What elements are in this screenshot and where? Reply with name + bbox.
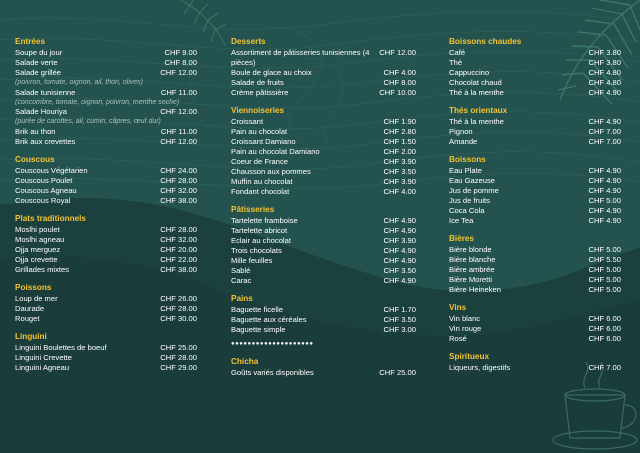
item-price: CHF 25.00 xyxy=(160,342,197,352)
menu-item xyxy=(449,88,621,98)
menu-item xyxy=(449,127,621,137)
item-price: CHF 12.00 xyxy=(379,48,416,57)
item-name: Moslhi agneau xyxy=(15,234,65,244)
section-boissons xyxy=(449,154,621,226)
item-price: CHF 1.90 xyxy=(383,117,416,126)
section-couscous xyxy=(15,154,197,206)
menu-item xyxy=(15,196,197,206)
item-price: CHF 9.00 xyxy=(164,48,197,57)
menu-item xyxy=(449,58,621,68)
menu-item xyxy=(231,187,416,197)
menu-item xyxy=(15,166,197,176)
item-price: CHF 3.80 xyxy=(588,58,621,67)
item-price: CHF 32.00 xyxy=(160,185,197,195)
item-name: Couscous Végétarien xyxy=(15,165,88,175)
menu-item xyxy=(15,304,197,314)
section-vins xyxy=(449,302,621,344)
item-price: CHF 4.90 xyxy=(588,88,621,97)
menu-item xyxy=(449,314,621,324)
item-price: CHF 1.50 xyxy=(383,137,416,146)
item-price: CHF 12.00 xyxy=(160,68,197,77)
item-name: Bière ambrée xyxy=(449,265,495,274)
item-price: CHF 38.00 xyxy=(160,195,197,205)
menu-column-left xyxy=(15,36,197,380)
menu-item xyxy=(15,58,197,68)
item-price: CHF 4.90 xyxy=(588,166,621,175)
section-viennoiseries xyxy=(231,105,416,197)
section-title: Spiritueux xyxy=(449,352,490,361)
item-price: CHF 5.00 xyxy=(588,245,621,254)
menu-item xyxy=(231,48,416,68)
item-price: CHF 28.00 xyxy=(160,303,197,313)
item-price: CHF 8.00 xyxy=(383,78,416,87)
menu-item xyxy=(449,166,621,176)
item-name: Coca Cola xyxy=(449,206,485,215)
item-name: Chocolat chaud xyxy=(449,78,502,87)
item-name: Assortiment de pâtisseries tunisiennes (4 pièces) xyxy=(231,48,370,67)
menu-item xyxy=(15,235,197,245)
item-price: CHF 5.50 xyxy=(588,255,621,264)
menu-item xyxy=(231,157,416,167)
item-name: Ojja crevette xyxy=(15,254,58,264)
item-price: CHF 1.70 xyxy=(383,305,416,314)
section-entrees xyxy=(15,36,197,147)
item-name: Bière blonde xyxy=(449,245,492,254)
item-name: Muffin au chocolat xyxy=(231,177,293,186)
section-title: Thés orientaux xyxy=(449,106,508,115)
menu-item xyxy=(231,68,416,78)
item-name: Ojja merguez xyxy=(15,244,61,254)
section-title: Plats traditionnels xyxy=(15,213,86,223)
menu-item xyxy=(231,325,416,335)
menu-item xyxy=(15,314,197,324)
item-price: CHF 12.00 xyxy=(160,136,197,146)
item-name: Tartelette framboise xyxy=(231,216,298,225)
item-price: CHF 29.00 xyxy=(160,362,197,372)
menu-item xyxy=(449,324,621,334)
item-name: Vin rouge xyxy=(449,324,482,333)
item-name: Brik aux crevettes xyxy=(15,136,76,146)
item-price: CHF 7.00 xyxy=(588,137,621,146)
item-name: Moslhi poulet xyxy=(15,224,60,234)
menu-item xyxy=(231,256,416,266)
item-name: Linguini Crevette xyxy=(15,352,72,362)
section-title: Desserts xyxy=(231,37,266,46)
menu-item xyxy=(449,265,621,275)
menu-item xyxy=(231,127,416,137)
item-price: CHF 6.00 xyxy=(588,314,621,323)
menu-item xyxy=(449,206,621,216)
item-price: CHF 3.90 xyxy=(383,177,416,186)
section-title: Vins xyxy=(449,303,467,312)
menu-item xyxy=(15,186,197,196)
item-name: Liqueurs, digestifs xyxy=(449,363,511,372)
item-price: CHF 3.50 xyxy=(383,315,416,324)
item-price: CHF 26.00 xyxy=(160,293,197,303)
item-name: Boule de glace au choix xyxy=(231,68,312,77)
item-name: Bière Heineken xyxy=(449,285,501,294)
item-name: Mille feuilles xyxy=(231,256,273,265)
menu-item xyxy=(231,276,416,286)
item-name: Eau Gazeuse xyxy=(449,176,496,185)
item-name: Soupe du jour xyxy=(15,48,63,57)
section-title: Viennoiseries xyxy=(231,106,285,115)
section-title: Bières xyxy=(449,234,475,243)
menu-item xyxy=(449,78,621,88)
item-description: (purée de carottes, ail, cumin, câpres, œuf dur) xyxy=(15,118,161,125)
menu-item xyxy=(15,294,197,304)
menu-item xyxy=(15,137,197,147)
item-price: CHF 10.00 xyxy=(379,88,416,97)
menu-column-middle xyxy=(231,36,416,385)
menu-item xyxy=(15,343,197,353)
menu-item xyxy=(231,147,416,157)
item-name: Thé xyxy=(449,58,463,67)
menu-item xyxy=(449,216,621,226)
item-name: Loup de mer xyxy=(15,293,58,303)
menu-item xyxy=(231,167,416,177)
item-price: CHF 28.00 xyxy=(160,352,197,362)
item-name: Goûts variés disponibles xyxy=(231,368,314,377)
item-price: CHF 4.90 xyxy=(383,256,416,265)
item-price: CHF 7.00 xyxy=(588,363,621,372)
item-price: CHF 24.00 xyxy=(160,165,197,175)
section-pains xyxy=(231,293,416,335)
item-name: Amande xyxy=(449,137,478,146)
item-name: Sablé xyxy=(231,266,251,275)
item-price: CHF 2.80 xyxy=(383,127,416,136)
item-name: Salade tunisienne xyxy=(15,87,76,97)
menu-item xyxy=(449,137,621,147)
item-price: CHF 3.00 xyxy=(383,325,416,334)
item-name: Salade de fruits xyxy=(231,78,284,87)
item-name: Bière Moretti xyxy=(449,275,493,284)
item-name: Croissant xyxy=(231,117,264,126)
item-name: Chausson aux pommes xyxy=(231,167,311,176)
item-price: CHF 3.80 xyxy=(588,48,621,57)
menu-item xyxy=(231,246,416,256)
section-desserts xyxy=(231,36,416,98)
section-title: Couscous xyxy=(15,154,55,164)
item-name: Cappuccino xyxy=(449,68,490,77)
item-price: CHF 8.00 xyxy=(164,58,197,67)
menu-item xyxy=(15,127,197,137)
item-name: Coeur de France xyxy=(231,157,288,166)
item-price: CHF 12.00 xyxy=(160,107,197,116)
section-title: Entrées xyxy=(15,37,46,46)
item-name: Eclair au chocolat xyxy=(231,236,291,245)
item-name: Fondant chocolat xyxy=(231,187,290,196)
item-name: Salade verte xyxy=(15,58,58,67)
item-name: Thé à la menthe xyxy=(449,117,504,126)
item-name: Croissant Damiano xyxy=(231,137,296,146)
item-name: Couscous Agneau xyxy=(15,185,77,195)
item-name: Pignon xyxy=(449,127,473,136)
item-price: CHF 4.80 xyxy=(588,68,621,77)
item-price: CHF 6.00 xyxy=(588,324,621,333)
menu-item xyxy=(231,78,416,88)
item-name: Baguette simple xyxy=(231,325,286,334)
section-boissons-chaudes xyxy=(449,36,621,98)
item-price: CHF 3.50 xyxy=(383,266,416,275)
section-title: Chicha xyxy=(231,357,259,366)
section-spiritueux xyxy=(449,351,621,373)
menu-item xyxy=(449,68,621,78)
item-name: Linguini Boulettes de boeuf xyxy=(15,342,107,352)
item-name: Vin blanc xyxy=(449,314,481,323)
menu-item xyxy=(15,225,197,235)
item-name: Café xyxy=(449,48,466,57)
menu-item xyxy=(231,177,416,187)
item-price: CHF 5.00 xyxy=(588,275,621,284)
section-title: Pains xyxy=(231,294,253,303)
menu-item xyxy=(231,266,416,276)
dotted-divider: ●●●●●●●●●●●●●●●●●●●● xyxy=(231,341,314,347)
item-name: Eau Plate xyxy=(449,166,482,175)
item-price: CHF 4.90 xyxy=(588,186,621,195)
item-name: Couscous Poulet xyxy=(15,175,73,185)
item-price: CHF 4.90 xyxy=(588,206,621,215)
item-price: CHF 28.00 xyxy=(160,224,197,234)
section-title: Boissons xyxy=(449,155,486,164)
item-name: Rosé xyxy=(449,334,467,343)
item-price: CHF 3.50 xyxy=(383,167,416,176)
menu-item xyxy=(449,196,621,206)
item-price: CHF 4.80 xyxy=(588,78,621,87)
menu-item xyxy=(231,216,416,226)
menu-item xyxy=(231,236,416,246)
section-thes-orientaux xyxy=(449,105,621,147)
item-name: Linguini Agneau xyxy=(15,362,70,372)
menu-item xyxy=(231,137,416,147)
section-patisseries xyxy=(231,204,416,286)
section-title: Boissons chaudes xyxy=(449,37,522,46)
item-price: CHF 5.00 xyxy=(588,265,621,274)
item-name: Baguette ficelle xyxy=(231,305,283,314)
item-name: Baguette aux céréales xyxy=(231,315,307,324)
item-price: CHF 32.00 xyxy=(160,234,197,244)
menu-item xyxy=(15,88,197,98)
item-price: CHF 4.90 xyxy=(588,216,621,225)
item-name: Jus de fruits xyxy=(449,196,490,205)
item-price: CHF 5.00 xyxy=(588,285,621,294)
menu-item xyxy=(231,117,416,127)
menu-item xyxy=(15,48,197,58)
menu-item xyxy=(231,305,416,315)
item-price: CHF 4.00 xyxy=(383,68,416,77)
item-price: CHF 4.90 xyxy=(383,276,416,285)
section-title: Pâtisseries xyxy=(231,205,275,214)
item-price: CHF 6.00 xyxy=(588,334,621,343)
item-name: Brik au thon xyxy=(15,126,56,136)
menu-item xyxy=(15,68,197,78)
item-price: CHF 5.00 xyxy=(588,196,621,205)
item-price: CHF 4.90 xyxy=(588,117,621,126)
item-price: CHF 30.00 xyxy=(160,313,197,323)
item-price: CHF 4.00 xyxy=(383,187,416,196)
section-chicha xyxy=(231,356,416,378)
item-price: CHF 4.90 xyxy=(588,176,621,185)
item-name: Couscous Royal xyxy=(15,195,71,205)
menu-item xyxy=(449,186,621,196)
item-name: Rouget xyxy=(15,313,40,323)
item-price: CHF 38.00 xyxy=(160,264,197,274)
menu-item xyxy=(15,245,197,255)
item-price: CHF 4.90 xyxy=(383,216,416,225)
menu-item xyxy=(449,255,621,265)
section-plats-traditionnels xyxy=(15,213,197,275)
item-name: Salade grillée xyxy=(15,68,62,77)
item-name: Salade Houriya xyxy=(15,107,67,116)
item-name: Bière blanche xyxy=(449,255,496,264)
item-price: CHF 11.00 xyxy=(160,126,197,136)
menu-item xyxy=(231,226,416,236)
item-name: Jus de pomme xyxy=(449,186,499,195)
item-name: Thé à la menthe xyxy=(449,88,504,97)
item-name: Grillades mixtes xyxy=(15,264,70,274)
item-price: CHF 11.00 xyxy=(160,87,197,97)
item-price: CHF 3.90 xyxy=(383,236,416,245)
item-price: CHF 4.90 xyxy=(383,246,416,255)
item-description: (concombre, tomate, oignon, poivron, menthe seche) xyxy=(15,98,180,106)
item-name: Tartelette abricot xyxy=(231,226,288,235)
menu-column-right xyxy=(449,36,621,380)
section-title: Poissons xyxy=(15,282,52,292)
item-price: CHF 20.00 xyxy=(160,244,197,254)
menu-item xyxy=(231,315,416,325)
section-poissons xyxy=(15,282,197,324)
section-linguini xyxy=(15,331,197,373)
menu-item xyxy=(231,368,416,378)
item-name: Crème pâtissière xyxy=(231,88,289,97)
menu-item xyxy=(231,88,416,98)
item-price: CHF 7.00 xyxy=(588,127,621,136)
menu-item xyxy=(449,176,621,186)
menu-item xyxy=(15,176,197,186)
section-title: Linguini xyxy=(15,331,47,341)
menu-item xyxy=(449,285,621,295)
item-name: Pain au chocolat Damiano xyxy=(231,147,320,156)
section-bieres xyxy=(449,233,621,295)
menu-item xyxy=(15,255,197,265)
item-price: CHF 25.00 xyxy=(379,368,416,377)
item-price: CHF 28.00 xyxy=(160,175,197,185)
item-name: Daurade xyxy=(15,303,45,313)
item-description: (poivron, tomate, oignon, ail, thon, olives) xyxy=(15,79,144,86)
menu-item xyxy=(449,363,621,373)
item-name: Carac xyxy=(231,276,252,285)
menu-item xyxy=(449,245,621,255)
item-price: CHF 3.90 xyxy=(383,157,416,166)
menu-item xyxy=(449,117,621,127)
item-price: CHF 22.00 xyxy=(160,254,197,264)
menu-item xyxy=(15,107,197,117)
menu-item xyxy=(15,353,197,363)
item-price: CHF 4.90 xyxy=(383,226,416,235)
item-name: Ice Tea xyxy=(449,216,474,225)
menu-item xyxy=(449,334,621,344)
menu-item xyxy=(15,363,197,373)
menu-item xyxy=(449,48,621,58)
menu-item xyxy=(449,275,621,285)
item-name: Trois chocolats xyxy=(231,246,282,255)
menu-item xyxy=(15,265,197,275)
item-price: CHF 2.00 xyxy=(383,147,416,156)
item-name: Pain au chocolat xyxy=(231,127,288,136)
